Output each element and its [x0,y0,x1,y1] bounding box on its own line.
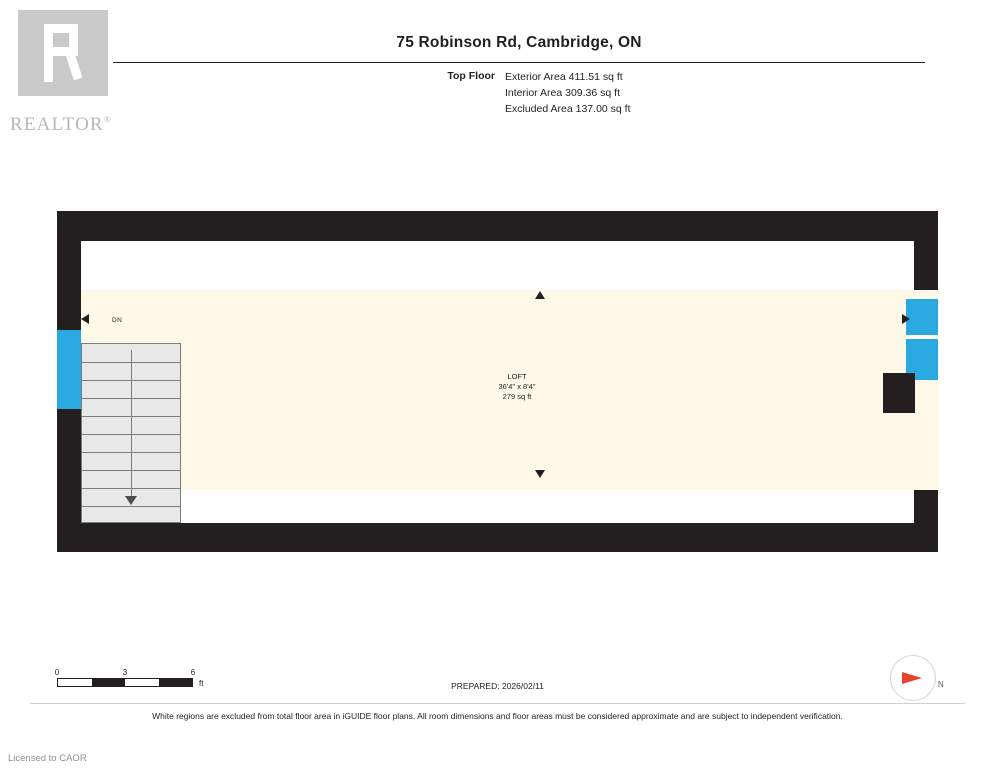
bottom-exterior-wall [57,523,938,552]
area-interior: Interior Area 309.36 sq ft [505,87,620,99]
scale-tick-0: 0 [54,668,60,677]
plan-header [0,0,995,150]
window-left [57,330,81,409]
title-divider [113,62,925,63]
realtor-wordmark-text: REALTOR [10,114,104,135]
scale-tick-6: 6 [190,668,196,677]
disclaimer-text: White regions are excluded from total floor area in iGUIDE floor plans. All room dimensions and floor areas must be considered approximate and are subject to independent verification. [152,711,843,721]
floor-label: Top Floor [447,70,495,82]
dimension-arrow-right-icon [902,314,910,324]
staircase [81,343,181,523]
stair-direction-arrow-icon [125,496,137,505]
prepared-date: PREPARED: 2026/02/11 [451,681,544,691]
room-area: 279 sq ft [502,392,532,401]
page-title: 75 Robinson Rd, Cambridge, ON [396,34,642,51]
realtor-wordmark [10,114,112,136]
area-excluded: Excluded Area 137.00 sq ft [505,103,631,115]
window-right-upper [906,299,938,335]
registered-mark: ® [103,114,112,125]
room-dimensions: 36'4" x 8'4" [498,382,536,391]
scale-unit: ft [199,679,204,688]
compass-needle-icon [902,672,922,684]
room-name: LOFT [507,372,527,381]
stairs-down-label: DN [112,317,123,324]
footer-divider [30,703,965,704]
scale-tick-3: 3 [122,668,128,677]
compass-rose [890,655,962,701]
realtor-r-icon [18,10,108,96]
floorplan-drawing [57,211,938,552]
room-label-loft [457,372,577,402]
dimension-arrow-down-icon [535,470,545,478]
license-text: Licensed to CAOR [8,753,87,764]
stair-direction-line [131,350,132,498]
structural-column [883,373,915,413]
area-exterior: Exterior Area 411.51 sq ft [505,71,623,83]
realtor-logo [8,6,128,136]
compass-north-label: N [938,680,944,689]
dimension-arrow-left-icon [81,314,89,324]
area-summary [505,69,631,117]
dimension-arrow-up-icon [535,291,545,299]
